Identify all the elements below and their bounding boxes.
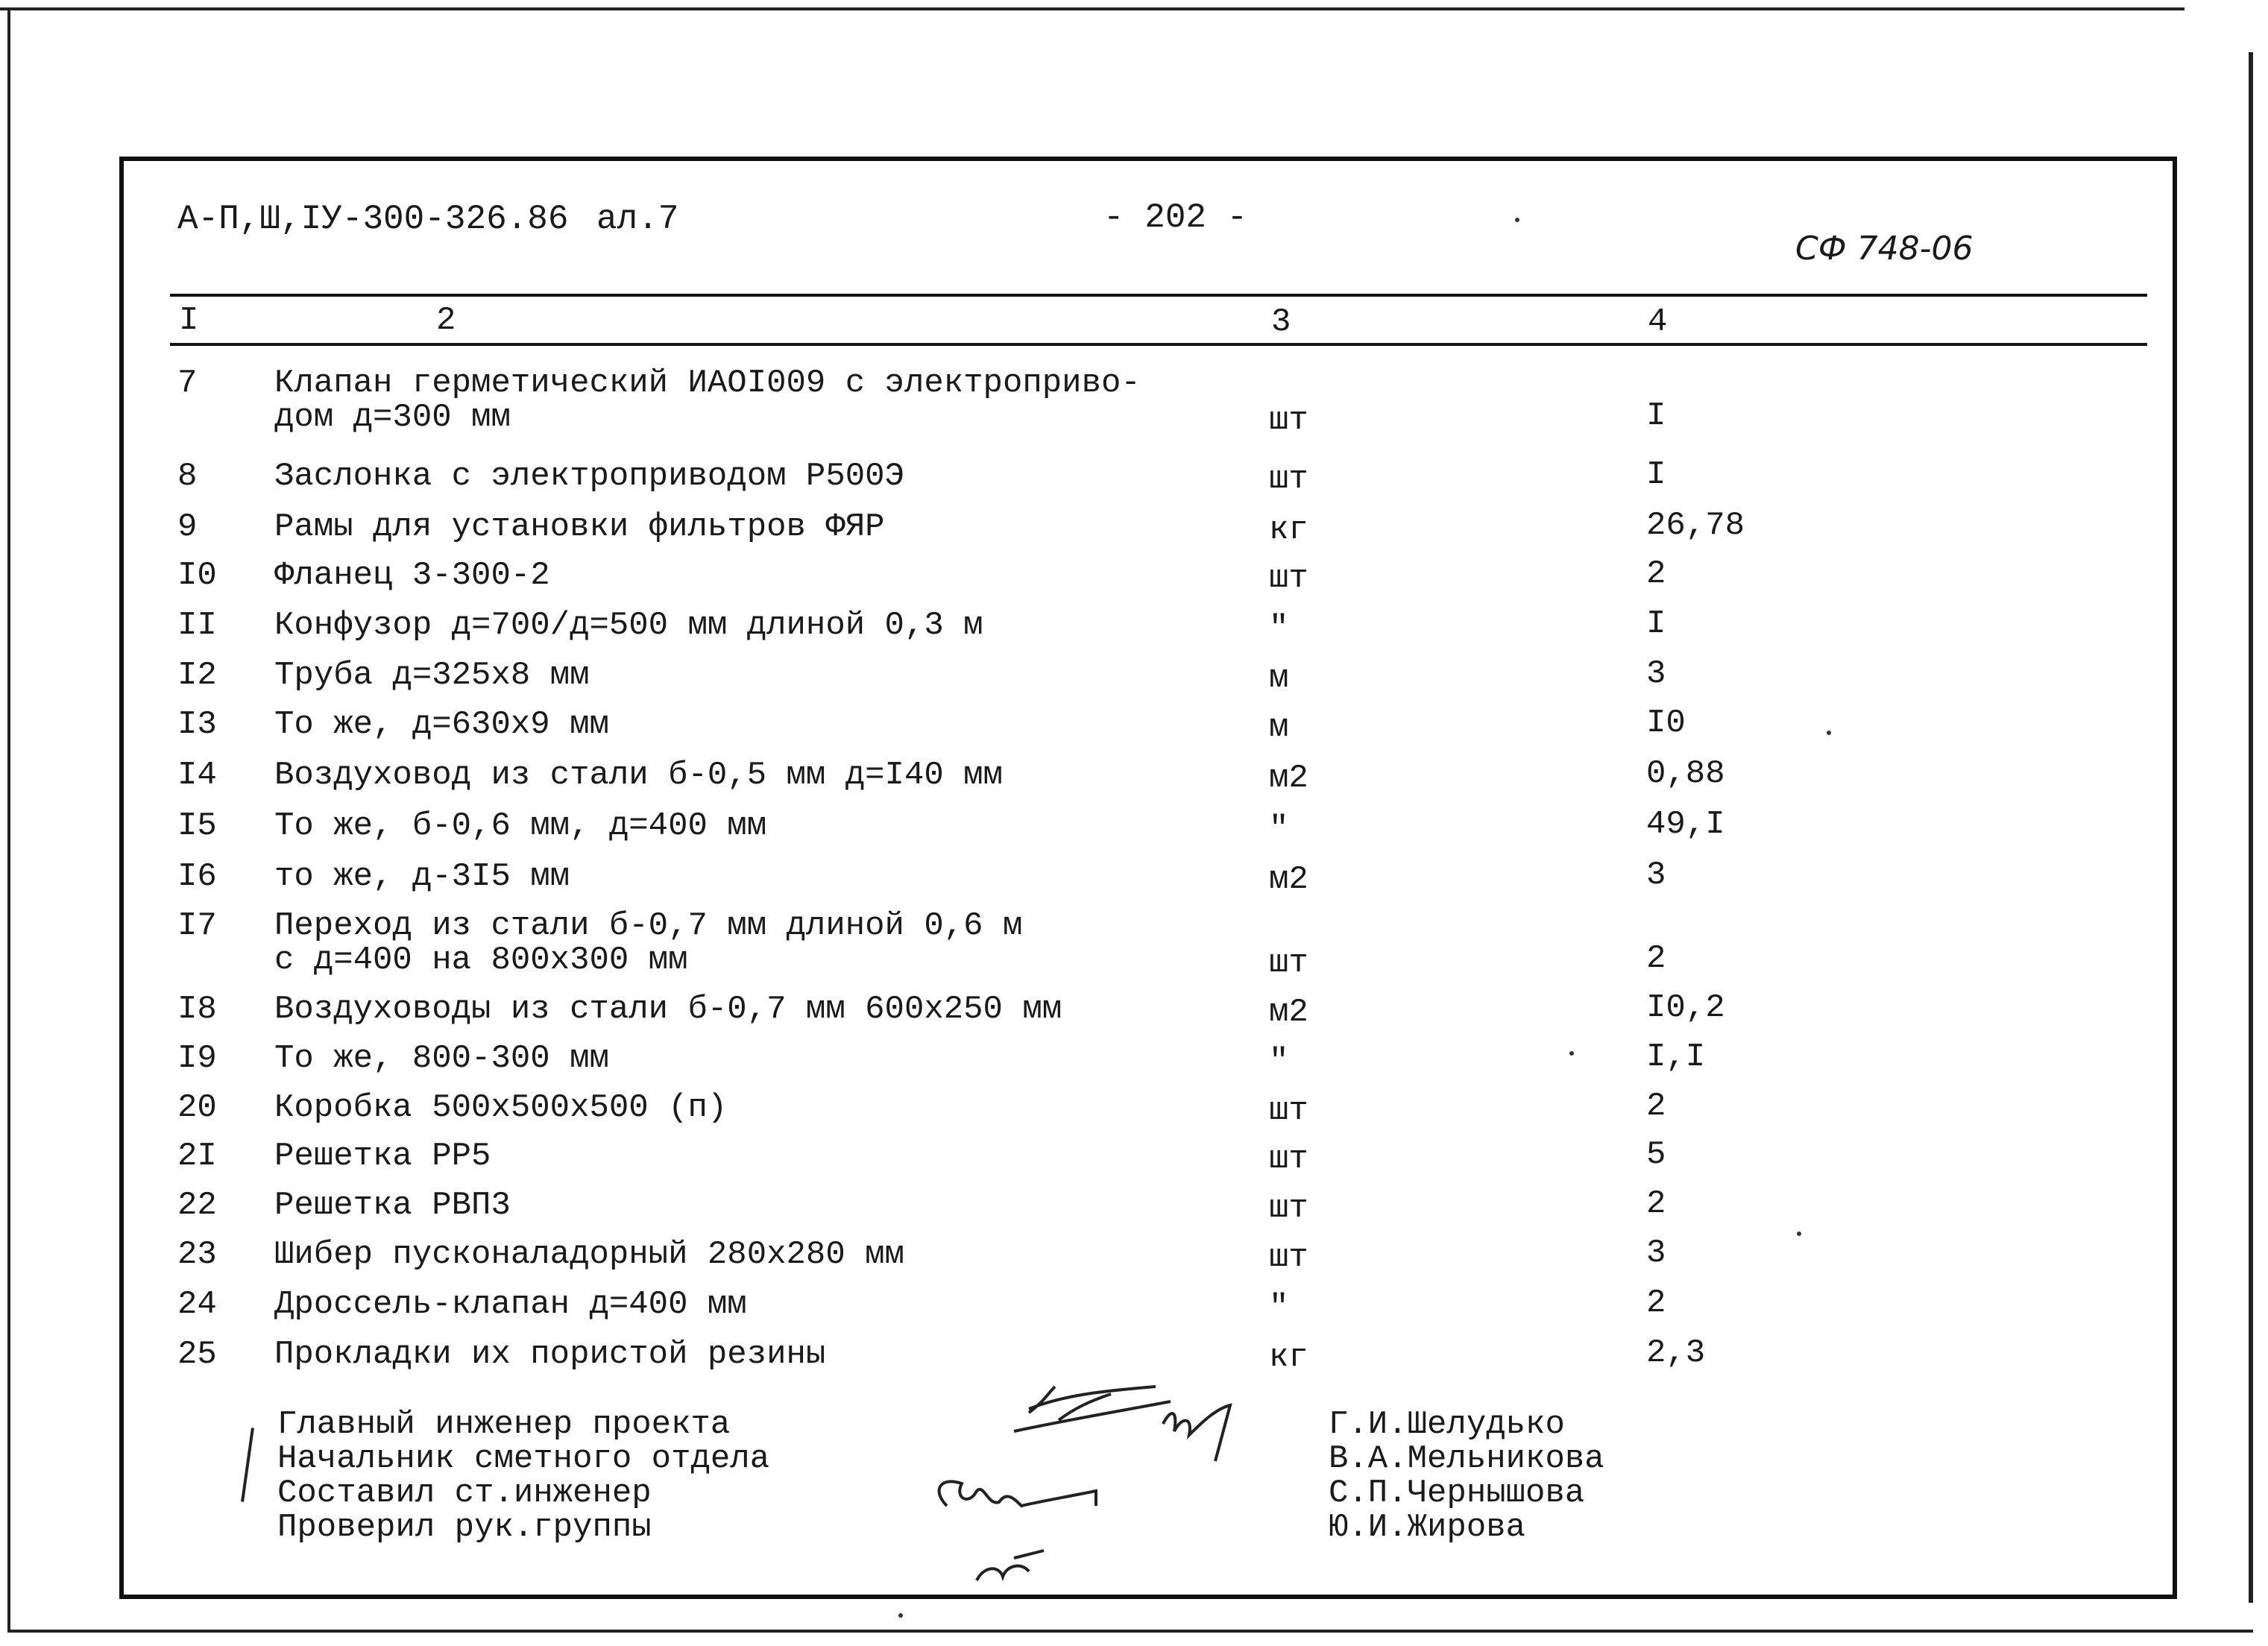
item-name: То же, 800-300 мм [274,1040,609,1077]
item-name: Прокладки их пористой резины [274,1336,826,1373]
item-quantity: 3 [1646,655,1666,693]
item-name: Воздуховод из стали б-0,5 мм д=I40 мм [274,757,1003,794]
item-unit: шт [1269,1239,1308,1276]
row-number: I7 [177,907,217,945]
item-unit: м [1269,709,1289,746]
item-unit: кг [1269,1339,1308,1376]
row-number: I3 [177,706,217,743]
page-border-left [7,7,10,1633]
column-header-4: 4 [1648,303,1668,341]
speck [1569,1051,1574,1056]
item-quantity: 2 [1646,940,1666,977]
row-number: 24 [177,1286,217,1323]
item-quantity: I,I [1646,1038,1706,1076]
item-quantity: I [1646,605,1666,643]
table-top-rule [170,294,2147,297]
item-name: Переход из стали б-0,7 мм длиной 0,6 м [274,907,1023,945]
page-border-top [0,7,2184,10]
item-name: Дроссель-клапан д=400 мм [274,1286,747,1323]
item-name: Труба д=325х8 мм [274,657,590,694]
signature-role: Составил ст.инженер [277,1475,652,1512]
column-header-3: 3 [1271,303,1291,341]
item-name: то же, д-3I5 мм [274,858,570,895]
item-name: То же, д=630х9 мм [274,706,609,743]
speck [1827,731,1831,735]
item-quantity: 3 [1646,857,1666,894]
signature-name: Ю.И.Жирова [1329,1509,1526,1546]
item-unit: " [1269,810,1289,848]
row-number: I8 [177,991,217,1028]
signature-role: Начальник сметного отдела [277,1440,770,1478]
item-unit: м [1269,660,1289,697]
row-number: I0 [177,557,217,594]
item-quantity: I [1646,397,1666,435]
handwritten-signatures [917,1379,1305,1595]
item-unit: " [1269,610,1289,647]
item-quantity: 26,78 [1646,507,1745,544]
item-name: Клапан герметический ИАОI009 с электроприво- [274,365,1141,402]
item-unit: шт [1269,1141,1308,1178]
item-name: То же, б-0,6 мм, д=400 мм [274,807,767,845]
handwritten-reference: СФ 748-06 [1795,230,1974,268]
item-quantity: 0,88 [1646,755,1725,792]
item-quantity: I0,2 [1646,989,1725,1027]
row-number: II [177,607,217,644]
item-quantity: I [1646,456,1666,494]
item-unit: м2 [1269,861,1308,898]
signature-role: Главный инженер проекта [277,1406,731,1443]
item-unit: шт [1269,402,1308,439]
item-quantity: I0 [1646,704,1686,742]
row-number: 20 [177,1089,217,1126]
item-unit: " [1269,1043,1289,1080]
signature-name: С.П.Чернышова [1329,1475,1585,1512]
row-number: 25 [177,1336,217,1373]
item-name: Конфузор д=700/д=500 мм длиной 0,3 м [274,607,983,644]
item-unit: шт [1269,1092,1308,1129]
item-unit: " [1269,1289,1289,1326]
signature-name: В.А.Мельникова [1329,1440,1604,1478]
item-name: Решетка РВП3 [274,1187,511,1224]
item-quantity: 2 [1646,1284,1666,1322]
page-border-bottom [7,1630,2253,1633]
item-quantity: 2 [1646,1088,1666,1125]
item-name: Фланец 3-300-2 [274,557,550,594]
row-number: I5 [177,807,217,845]
item-quantity: 2,3 [1646,1334,1706,1372]
item-quantity: 3 [1646,1234,1666,1272]
speck [1797,1232,1801,1236]
item-name: Коробка 500х500х500 (п) [274,1089,728,1126]
row-number: 8 [177,458,198,495]
row-number: I6 [177,858,217,895]
item-unit: шт [1269,560,1308,597]
item-quantity: 5 [1646,1136,1666,1173]
item-unit: шт [1269,461,1308,498]
item-name: с д=400 на 800х300 мм [274,942,688,979]
item-name: дом д=300 мм [274,399,511,436]
page-border-right [2249,52,2253,1603]
item-unit: м2 [1269,994,1308,1031]
row-number: I2 [177,657,217,694]
row-number: I9 [177,1040,217,1077]
item-name: Решетка РР5 [274,1138,491,1175]
row-number: 7 [177,365,198,402]
item-unit: м2 [1269,760,1308,797]
column-header-1: I [179,302,199,339]
row-number: 23 [177,1236,217,1273]
item-quantity: 49,I [1646,806,1725,843]
item-name: Заслонка с электроприводом Р500Э [274,458,904,495]
item-quantity: 2 [1646,555,1666,593]
table-header-rule [170,343,2147,346]
item-name: Шибер пусконаладорный 280х280 мм [274,1236,904,1273]
page-number: - 202 - [1103,198,1248,237]
sheet-label: ал.7 [596,200,679,239]
item-unit: кг [1269,511,1308,549]
signature-role: Проверил рук.группы [277,1509,652,1546]
item-unit: шт [1269,945,1308,982]
speck [1515,218,1519,222]
item-unit: шт [1269,1190,1308,1227]
item-name: Рамы для установки фильтров ФЯР [274,508,885,546]
column-header-2: 2 [436,302,456,339]
row-number: 9 [177,508,198,546]
speck [898,1613,903,1618]
item-quantity: 2 [1646,1185,1666,1223]
row-number: 22 [177,1187,217,1224]
signature-name: Г.И.Шелудько [1329,1406,1565,1443]
row-number: 2I [177,1138,217,1175]
row-number: I4 [177,757,217,794]
item-name: Воздуховоды из стали б-0,7 мм 600х250 мм [274,991,1062,1028]
doc-code: А-П,Ш,IУ-300-326.86 [177,200,569,239]
